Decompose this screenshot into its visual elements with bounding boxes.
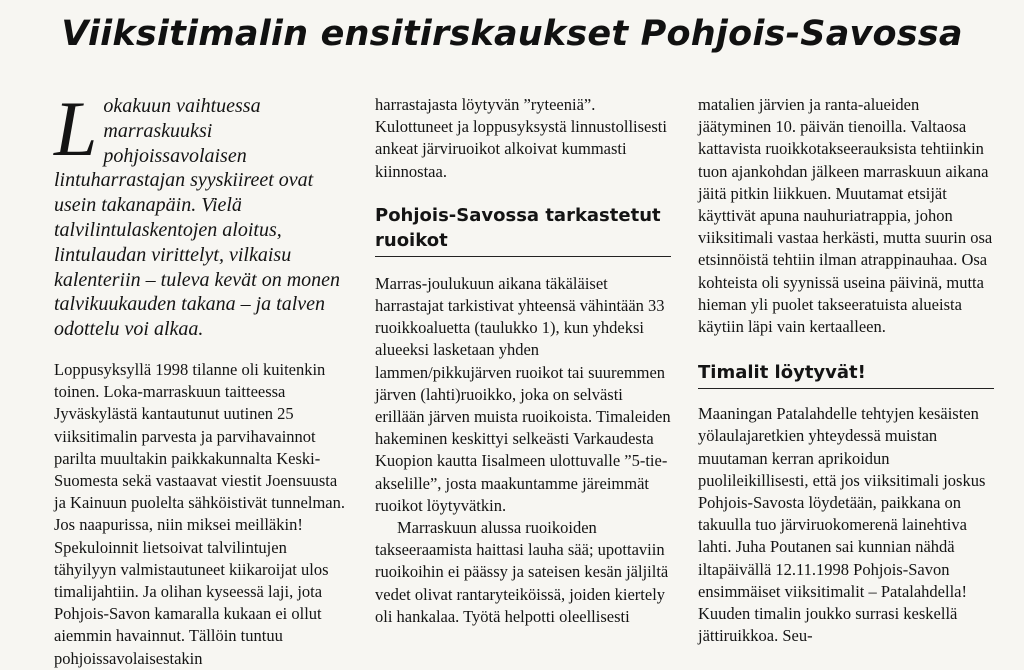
body-paragraph: harrastajasta löytyvän ”ryteeniä”. Kulottuneet ja loppusyksystä linnustollisesti ankeat järviruoikot alkoivat kummasti kiinnostaa. bbox=[375, 95, 667, 181]
drop-cap: L bbox=[54, 85, 98, 172]
body-paragraph: Marraskuun alussa ruoikoiden takseeraamista haittasi lauha sää; upottaviin ruoikoihin ei päässy ja sateisen kesän jäljiltä vedet olivat rantaryteiköissä, joiden kiertely oli hankalaa. Työtä helpotti oleellisesti bbox=[375, 518, 669, 626]
section-heading: Pohjois-Savossa tarkastetut ruoikot bbox=[375, 203, 671, 257]
column-1 bbox=[54, 85, 350, 670]
column-3 bbox=[698, 94, 994, 647]
body-paragraph: Marras-joulukuun aikana täkäläiset harrastajat tarkistivat yhteensä vähintään 33 ruoikkoaluetta (taulukko 1), kun yhdeksi alueeksi lasketaan yhden lammen/pikkujärven ruoikot tai suuremmen järven (lahti)ruoikko, joka on selvästi erillään järven muista ruoikoista. Timaleiden hakeminen keskittyi selkeästi Varkaudesta Kuopion kautta Iisalmeen ulottuvalle ”5-tie-akselille”, josta maakuntamme järeimmät ruoikot löytyvätkin. bbox=[375, 273, 671, 515]
column-2 bbox=[375, 94, 671, 628]
section-heading: Timalit löytyvät! bbox=[698, 360, 994, 389]
body-paragraph: Maaningan Patalahdelle tehtyjen kesäisten yölaulajaretkien yhteydessä muistan muutaman kerran aprikoidun puolileikillisesti, että jos viiksitimali joskus Pohjois-Savosta löydetään, paikkana on takuulla tuo järviruokomerenä lainehtiva lahti. Juha Poutanen sai kunnian nähdä iltapäivällä 12.11.1998 Pohjois-Savon ensimmäiset viiksitimalit – Patalahdella! Kuuden timalin joukko surrasi keskellä jättiruikkoa. Seu- bbox=[698, 404, 986, 646]
body-paragraph: matalien järvien ja ranta-alueiden jäätyminen 10. päivän tienoilla. Valtaosa kattavista ruoikkotakseerauksista tehtiinkin tuon ajankohdan jälkeen marraskuun aikana jäitä pitkin liikkuen. Muutamat etsijät käyttivät apuna nauhuriatrappia, johon viiksitimali vastaa herkästi, mutta suurin osa etsinnöistä tehtiin ilman atrappinauhaa. Osa kohteista oli syynissä useina päivinä, mutta hieman yli puolet takseeratuista alueista käytiin läpi vain kertaalleen. bbox=[698, 95, 993, 337]
lead-paragraph bbox=[54, 85, 350, 342]
article-title: Viiksitimalin ensitirskaukset Pohjois-Savossa bbox=[61, 14, 963, 54]
lead-text: okakuun vaihtuessa marraskuuksi pohjoissavolaisen lintuharrastajan syyskiireet ovat usein takanapäin. Vielä talvilintulaskentojen aloitus, lintulaudan virittelyt, vilkaisu kalenteriin – tuleva kevät on monen talvikuukauden takana – ja talven odottelu voi alkaa. bbox=[54, 95, 341, 341]
body-paragraph: Loppusyksyllä 1998 tilanne oli kuitenkin toinen. Loka-marraskuun taitteessa Jyväskylästä kantautunut uutinen 25 viiksitimalin parvesta ja parvihavainnot parilta muultakin paikkakunnalta Keski-Suomesta sekä vastaavat viestit Joensuusta ja Kainuun puolelta sähköistivät tunnelman. Jos naapurissa, niin miksei meilläkin! Spekuloinnit lietsoivat talvilintujen tähyilyyn valmistautuneet kiikaroijat ulos timalijahtiin. Ja olihan kyseessä laji, jota Pohjois-Savon kamaralla kukaan ei ollut aiemmin havainnut. Tällöin tuntuu pohjoissavolaisestakin bbox=[54, 359, 345, 668]
